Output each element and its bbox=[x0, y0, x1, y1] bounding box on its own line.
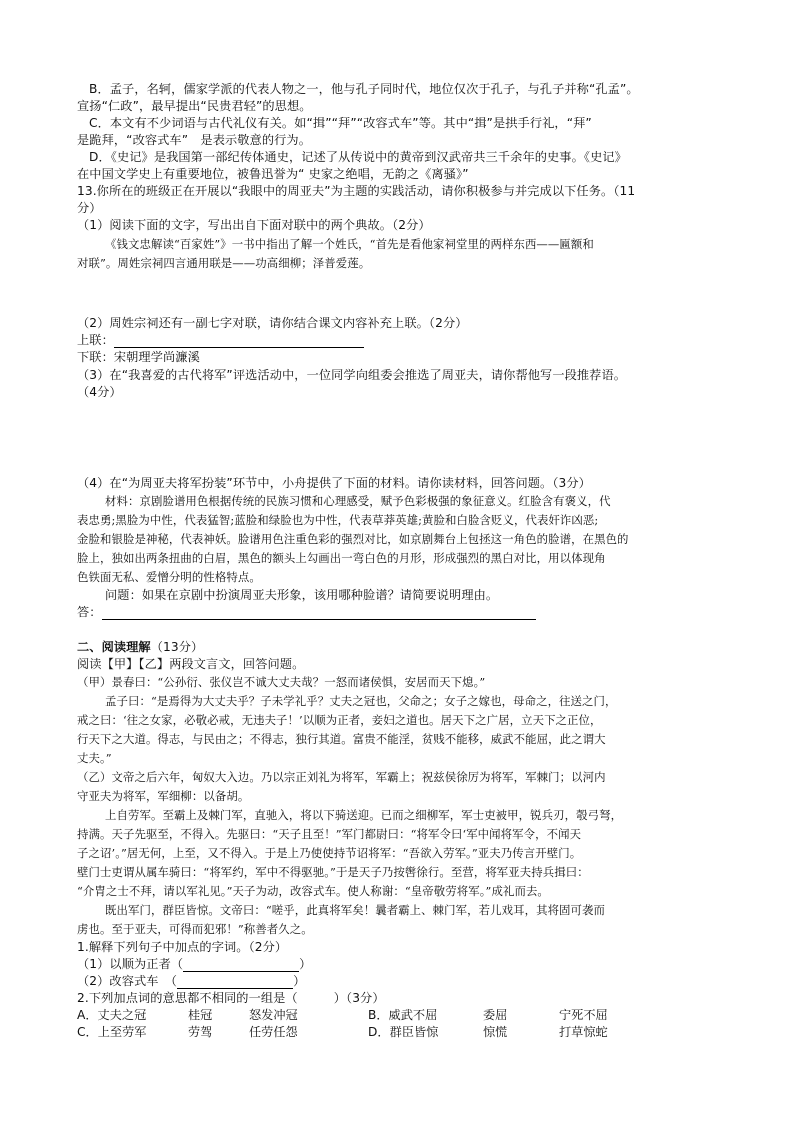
section-2-intro: 阅读【甲】【乙】两段文言文，回答问题。 bbox=[77, 657, 305, 671]
choice-a-word2: 桂冠 bbox=[188, 1008, 213, 1022]
question-2-prompt: 2.下列加点词的意思都不相同的一组是（ ）（3分） bbox=[77, 991, 385, 1005]
passage-yi-line9: 虏也。至于亚夫，可得而犯邪！”称善者久之。 bbox=[77, 922, 313, 936]
task-2-lower-couplet: 下联：宋朝理学尚濂溪 bbox=[77, 350, 200, 364]
choice-b-word2: 委屈 bbox=[483, 1008, 508, 1022]
task-1-text-line1: 《钱文忠解读“百家姓”》一书中指出了解一个姓氏，“首先是看他家祠堂里的两样东西——匾额和 bbox=[105, 237, 594, 251]
task-3-prompt-line2: （4分） bbox=[77, 385, 122, 399]
passage-yi-line1: （乙）文帝之后六年，匈奴大入边。乃以宗正刘礼为将军，军霸上；祝兹侯徐厉为将军，军棘门；以河内 bbox=[77, 770, 606, 784]
choice-a-word1: A．丈夫之冠 bbox=[77, 1008, 147, 1022]
passage-jia-line5: 丈夫。” bbox=[77, 751, 112, 765]
choice-d-word3: 打草惊蛇 bbox=[559, 1025, 608, 1039]
choice-b-word3: 宁死不屈 bbox=[559, 1008, 608, 1022]
choice-c-word3: 任劳任怨 bbox=[249, 1025, 298, 1039]
passage-yi-line7: “介胄之士不拜，请以军礼见。”天子为动，改容式车。使人称谢：“皇帝敬劳将军。”成礼而去。 bbox=[77, 884, 549, 898]
task-3-prompt-line1: （3）在“我喜爱的古代将军”评选活动中，一位同学向组委会推选了周亚夫，请你帮他写一段推荐语。 bbox=[77, 368, 627, 382]
passage-yi-line6: 壁门士吏谓从属车骑曰：“将军约，军中不得驱驰。”于是天子乃按辔徐行。至营，将军亚夫持兵揖曰： bbox=[77, 865, 589, 879]
task-4-question: 问题：如果在京剧中扮演周亚夫形象，该用哪种脸谱？请简要说明理由。 bbox=[105, 588, 499, 602]
passage-yi-line8: 既出军门，群臣皆惊。文帝曰：“嗟乎，此真将军矣！曩者霸上、棘门军，若儿戏耳，其将固可袭而 bbox=[105, 903, 606, 917]
option-d-line1: D．《史记》是我国第一部纪传体通史，记述了从传说中的黄帝到汉武帝共三千余年的史事。《史记》 bbox=[89, 150, 627, 164]
choice-c-word2: 劳驾 bbox=[188, 1025, 213, 1039]
choice-b-word1: B．威武不屈 bbox=[368, 1008, 438, 1022]
task-1-prompt: （1）阅读下面的文字，写出出自下面对联中的两个典故。（2分） bbox=[77, 218, 431, 232]
question-1b-answer-line[interactable] bbox=[177, 975, 293, 989]
question-13-line2: 分） bbox=[77, 201, 102, 215]
task-2-upper-couplet: 上联： bbox=[77, 333, 364, 348]
upper-couplet-answer-line[interactable] bbox=[114, 334, 364, 348]
task-4-prompt: （4）在“为周亚夫将军扮装”环节中，小舟提供了下面的材料。请你读材料，回答问题。（3分） bbox=[77, 476, 591, 490]
passage-jia-line1: （甲）景春曰：“公孙衍、张仪岂不诚大丈夫哉？一怒而诸侯惧，安居而天下熄。” bbox=[77, 675, 486, 689]
option-c-line2: 是跪拜，“改容式车” 是表示敬意的行为。 bbox=[77, 133, 312, 147]
passage-yi-line4: 持满。天子先驱至，不得入。先驱曰：“天子且至！”军门都尉曰：“将军令曰‘军中闻将军令，不闻天 bbox=[77, 827, 582, 841]
question-13-line1: 13.你所在的班级正在开展以“我眼中的周亚夫”为主题的实践活动，请你积极参与并完成以下任务。（11 bbox=[77, 184, 636, 198]
option-b-line2: 宣扬“仁政”，最早提出“民贵君轻”的思想。 bbox=[77, 99, 312, 113]
passage-yi-line5: 子之诏’。”居无何，上至，又不得入。于是上乃使使持节诏将军：“吾欲入劳军。”亚夫乃传言开壁门。 bbox=[77, 846, 582, 860]
option-d-line2: 在中国文学史上有重要地位，被鲁迅誉为“ 史家之绝唱，无韵之《离骚》” bbox=[77, 167, 469, 181]
question-1a-answer-line[interactable] bbox=[183, 958, 299, 972]
choice-a-word3: 怒发冲冠 bbox=[249, 1008, 298, 1022]
material-line3: 金脸和银脸是神秘，代表神妖。脸谱用色注重色彩的强烈对比，如京剧舞台上包拯这一角色的脸谱，在黑色的 bbox=[77, 532, 629, 546]
passage-yi-line3: 上自劳军。至霸上及棘门军，直驰入，将以下骑送迎。已而之细柳军，军士吏被甲，锐兵刃，彀弓弩， bbox=[105, 808, 623, 822]
task-1-text-line2: 对联”。周姓宗祠四言通用联是——功高细柳；泽普爱莲。 bbox=[77, 256, 371, 270]
material-line4: 脸上，独如出两条扭曲的白眉，黑色的额头上勾画出一弯白色的月形，形成强烈的黑白对比，用以体现角 bbox=[77, 551, 606, 565]
material-line2: 表忠勇;黑脸为中性，代表猛智;蓝脸和绿脸也为中性，代表草莽英雄;黄脸和白脸含贬义，代表奸诈凶恶; bbox=[77, 513, 599, 527]
answer-line[interactable] bbox=[102, 606, 536, 620]
task-4-answer: 答： bbox=[77, 605, 536, 620]
passage-yi-line2: 守亚夫为将军，军细柳：以备胡。 bbox=[77, 789, 250, 803]
passage-jia-line2: 孟子曰：“是焉得为大丈夫乎？子未学礼乎？丈夫之冠也，父命之；女子之嫁也，母命之，往送之门， bbox=[105, 694, 617, 708]
material-line5: 色铁面无私、爱憎分明的性格特点。 bbox=[77, 570, 261, 584]
option-c-line1: C．本文有不少词语与古代礼仪有关。如“揖”“拜”“改容式车”等。其中“揖”是拱手行礼，“拜” bbox=[89, 116, 592, 130]
question-1b: （2）改容式车 （ ） bbox=[77, 974, 306, 988]
question-1a: （1）以顺为正者（ ） bbox=[77, 957, 312, 971]
choice-d-word1: D．群臣皆惊 bbox=[368, 1025, 439, 1039]
task-2-prompt: （2）周姓宗祠还有一副七字对联，请你结合课文内容补充上联。（2分） bbox=[77, 316, 468, 330]
passage-jia-line3: 戒之曰：‘往之女家，必敬必戒，无违夫子！’以顺为正者，妾妇之道也。居天下之广居，立天下之正位， bbox=[77, 713, 602, 727]
question-1-prompt: 1.解释下列句子中加点的字词。（2分） bbox=[77, 940, 288, 954]
section-2-heading: 二、阅读理解（13分） bbox=[77, 640, 204, 654]
choice-c-word1: C．上至劳军 bbox=[77, 1025, 147, 1039]
choice-d-word2: 惊慌 bbox=[483, 1025, 508, 1039]
material-line1: 材料：京剧脸谱用色根据传统的民族习惯和心理感受，赋予色彩极强的象征意义。红脸含有褒义，代 bbox=[105, 494, 611, 508]
passage-jia-line4: 行天下之大道。得志，与民由之；不得志，独行其道。富贵不能淫，贫贱不能移，威武不能屈，此之谓大 bbox=[77, 732, 606, 746]
option-b-line1: B．孟子，名轲，儒家学派的代表人物之一，他与孔子同时代，地位仅次于孔子，与孔子并称“孔孟”。 bbox=[89, 82, 639, 96]
